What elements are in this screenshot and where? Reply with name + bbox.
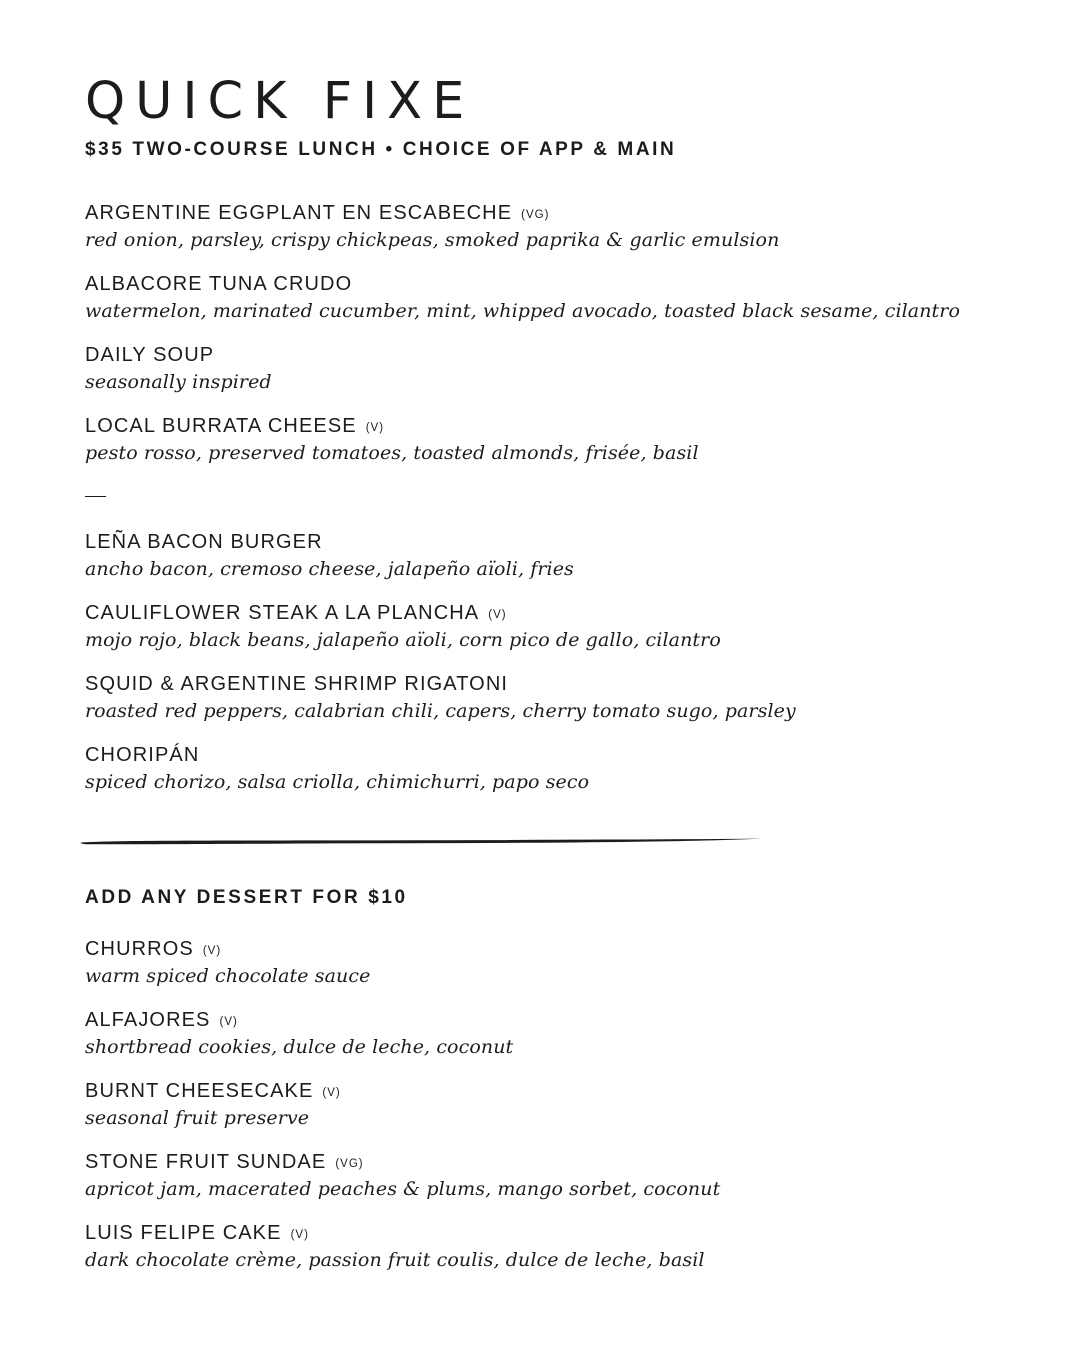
item-description: red onion, parsley, crispy chickpeas, smoked paprika & garlic emulsion <box>85 229 780 251</box>
menu-item-burrata <box>85 413 699 467</box>
menu-item-alfajores <box>85 1007 513 1061</box>
menu-item-luis-felipe-cake <box>85 1220 705 1274</box>
item-name-line <box>85 200 779 226</box>
item-description: shortbread cookies, dulce de leche, coconut <box>85 1036 514 1058</box>
item-name: SQUID & ARGENTINE SHRIMP RIGATONI <box>85 673 509 695</box>
item-name: STONE FRUIT SUNDAE <box>85 1151 327 1173</box>
item-description: ancho bacon, cremoso cheese, jalapeño aïoli, fries <box>85 558 574 580</box>
dietary-tag: (V) <box>322 1087 341 1099</box>
dietary-tag: (V) <box>202 945 222 957</box>
item-description: seasonal fruit preserve <box>85 1107 310 1129</box>
item-description: mojo rojo, black beans, jalapeño aïoli, corn pico de gallo, cilantro <box>85 629 721 651</box>
item-description: pesto rosso, preserved tomatoes, toasted almonds, frisée, basil <box>85 442 699 464</box>
dietary-tag: (V) <box>219 1016 238 1028</box>
menu-item-choripan <box>85 742 589 796</box>
menu-subtitle: $35 TWO-COURSE LUNCH • CHOICE OF APP & MAIN <box>85 139 677 160</box>
item-description: roasted red peppers, calabrian chili, capers, cherry tomato sugo, parsley <box>85 700 796 722</box>
dessert-heading: ADD ANY DESSERT FOR $10 <box>85 887 408 908</box>
menu-item-bacon-burger <box>85 529 574 583</box>
item-name-line <box>85 529 574 555</box>
item-name-line <box>85 1078 341 1104</box>
item-name-line <box>85 742 589 768</box>
item-description: dark chocolate crème, passion fruit coulis, dulce de leche, basil <box>85 1249 705 1271</box>
item-description: apricot jam, macerated peaches & plums, mango sorbet, coconut <box>85 1178 721 1200</box>
item-description: watermelon, marinated cucumber, mint, whipped avocado, toasted black sesame, cilantro <box>85 300 961 322</box>
section-divider-dash <box>85 496 106 497</box>
menu-item-daily-soup <box>85 342 272 396</box>
menu-item-burnt-cheesecake <box>85 1078 341 1132</box>
menu-title: QUICK FIXE <box>85 72 475 131</box>
dietary-tag: (V) <box>365 422 385 434</box>
menu-item-tuna-crudo <box>85 271 960 325</box>
item-name: BURNT CHEESECAKE <box>85 1080 314 1102</box>
item-name: LEÑA BACON BURGER <box>85 531 323 553</box>
menu-item-cauliflower-steak <box>85 600 721 654</box>
item-name-line <box>85 413 699 439</box>
dietary-tag: (VG) <box>335 1158 364 1170</box>
item-name: DAILY SOUP <box>85 344 215 366</box>
item-name-line <box>85 1149 720 1175</box>
item-name: CHURROS <box>85 938 194 960</box>
item-name-line <box>85 1220 705 1246</box>
menu-item-eggplant <box>85 200 779 254</box>
item-name: LOCAL BURRATA CHEESE <box>85 415 357 437</box>
item-name-line <box>85 936 370 962</box>
item-name: ALBACORE TUNA CRUDO <box>85 273 353 295</box>
item-description: spiced chorizo, salsa criolla, chimichurri, papo seco <box>85 771 590 793</box>
brush-stroke-divider <box>80 834 764 848</box>
item-name: ALFAJORES <box>85 1009 211 1031</box>
item-name-line <box>85 271 960 297</box>
item-name-line <box>85 1007 513 1033</box>
dietary-tag: (V) <box>488 609 507 621</box>
item-description: seasonally inspired <box>85 371 272 393</box>
item-name-line <box>85 671 796 697</box>
dietary-tag: (VG) <box>521 209 550 221</box>
item-name: LUIS FELIPE CAKE <box>85 1222 282 1244</box>
menu-item-churros <box>85 936 370 990</box>
item-name-line <box>85 600 721 626</box>
menu-item-rigatoni <box>85 671 796 725</box>
item-name: CAULIFLOWER STEAK A LA PLANCHA <box>85 602 480 624</box>
item-name: ARGENTINE EGGPLANT EN ESCABECHE <box>85 202 513 224</box>
item-name: CHORIPÁN <box>85 744 200 766</box>
item-name-line <box>85 342 272 368</box>
item-description: warm spiced chocolate sauce <box>85 965 371 987</box>
menu-item-stone-fruit-sundae <box>85 1149 720 1203</box>
dietary-tag: (V) <box>290 1229 309 1241</box>
